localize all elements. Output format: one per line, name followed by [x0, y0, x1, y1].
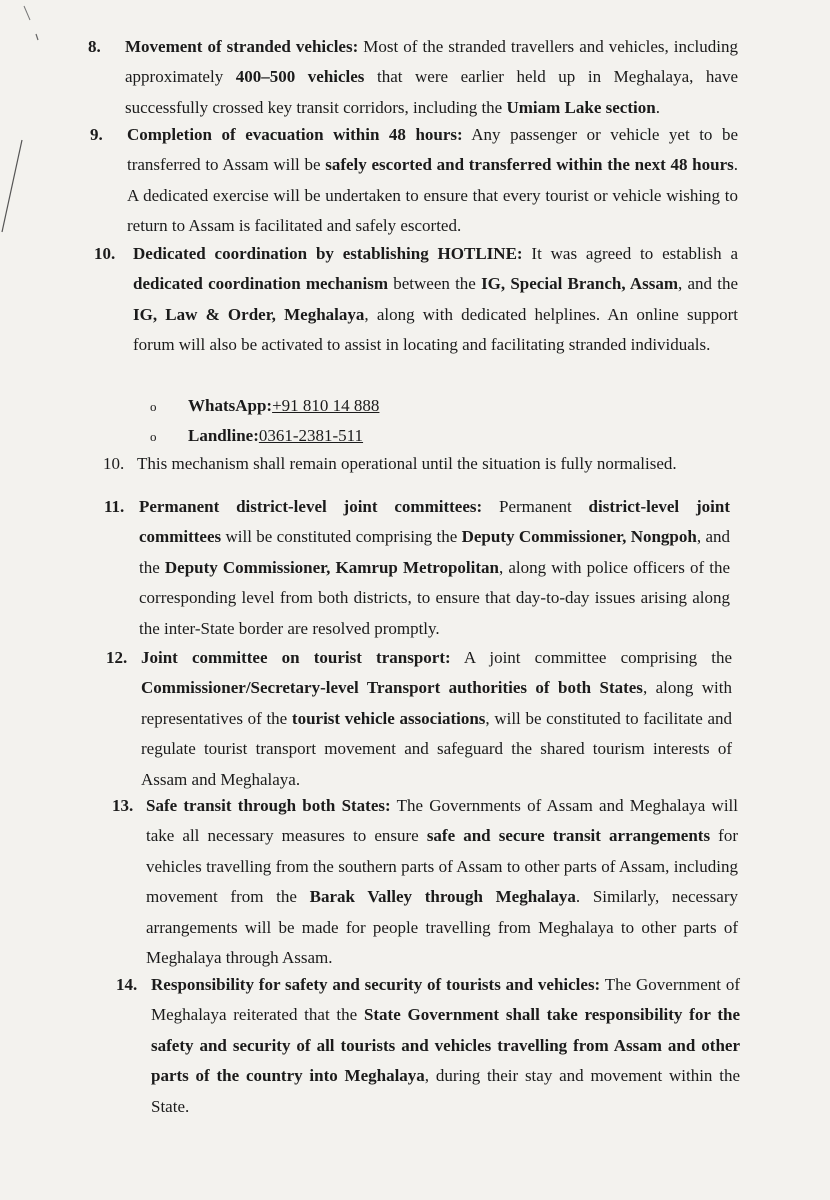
body-text: . [655, 97, 660, 117]
body-text: The Governments of Assam and Meghalaya will take all necessary measures to ensure [146, 796, 738, 846]
emphasis-text: safe and secure transit arrangements [426, 826, 711, 846]
list-item-10 [94, 239, 738, 361]
page-edge-mark [0, 0, 40, 240]
list-item-8 [88, 32, 738, 123]
item-heading: Permanent district-level joint committees: [139, 497, 483, 516]
item-number: 13. [112, 796, 134, 815]
body-text: Most of the stranded travellers and vehicles, including approximately [125, 37, 738, 87]
item-text [88, 32, 738, 123]
body-text: Permanent [482, 497, 589, 516]
item-heading: Safe transit through both States: [146, 796, 391, 815]
emphasis-text: Deputy Commissioner, Kamrup Metropolitan [164, 557, 499, 577]
item-heading: Dedicated coordination by establishing HOTLINE: [133, 244, 523, 263]
item-number: 14. [116, 975, 138, 994]
item-number: 10. [103, 454, 125, 473]
body-text: , will be constituted to facilitate and regulate tourist transport movement and safeguard the shared tourism interests of Assam and Meghalaya. [141, 708, 732, 789]
emphasis-text: dedicated coordination mechanism [133, 274, 389, 294]
item-body [146, 796, 738, 967]
item-heading: Movement of stranded vehicles: [125, 37, 359, 56]
bullet-icon: o [150, 399, 157, 414]
body-text: A joint committee comprising the [450, 648, 732, 667]
item-text [106, 643, 732, 795]
emphasis-text: safely escorted and transferred within the next 48 hours [325, 155, 734, 175]
list-item-14 [116, 970, 740, 1122]
body-text: , along with representatives of the [141, 678, 732, 728]
item-body [141, 648, 732, 789]
emphasis-text: State Government shall take responsibility for the safety and security of all tourists and vehicles travelling from Assam and other parts of the country into Meghalaya [151, 1005, 740, 1086]
body-text: . A dedicated exercise will be undertaken to ensure that every tourist or vehicle wishing to return to Assam is facilitated and safely escorted. [127, 155, 738, 236]
body-text: , and the [678, 274, 739, 294]
emphasis-text: IG, Law & Order, Meghalaya [133, 304, 365, 324]
body-text: It was agreed to establish a [522, 244, 738, 263]
body-text: that were earlier held up in Meghalaya, have successfully crossed key transit corridors, including the [125, 67, 739, 117]
mechanism-note-text: This mechanism shall remain operational until the situation is fully normalised. [137, 454, 677, 473]
landline-number-link[interactable]: 0361-2381-511 [258, 426, 364, 445]
body-text: for vehicles travelling from the southern parts of Assam to other parts of Assam, including movement from the [146, 826, 738, 907]
emphasis-text: district-level joint committees [139, 497, 730, 547]
item-number: 10. [94, 244, 116, 263]
item-number: 8. [88, 37, 101, 56]
list-item-11 [104, 492, 730, 644]
list-item-9 [90, 120, 738, 242]
item-text [116, 970, 740, 1122]
emphasis-text: IG, Special Branch, Assam [481, 274, 679, 294]
emphasis-text: Commissioner/Secretary-level Transport authorities of both States [141, 678, 643, 698]
item-number: 9. [90, 125, 103, 144]
list-item-13 [112, 791, 738, 973]
item-heading: Completion of evacuation within 48 hours: [127, 125, 463, 144]
body-text: , along with police officers of the corresponding level from both districts, to ensure that day-to-day issues arising along the inter-State border are resolved promptly. [139, 557, 730, 638]
item-body [151, 975, 740, 1116]
bullet-icon: o [150, 429, 157, 444]
whatsapp-label: WhatsApp: [188, 396, 273, 415]
emphasis-text: tourist vehicle associations [291, 708, 486, 728]
item-heading: Responsibility for safety and security of tourists and vehicles: [151, 975, 601, 994]
whatsapp-number-link[interactable]: +91 810 14 888 [272, 396, 380, 415]
item-heading: Joint committee on tourist transport: [141, 648, 451, 667]
emphasis-text: Umiam Lake section [506, 97, 656, 117]
item-text [104, 492, 730, 644]
body-text: between the [388, 274, 482, 294]
item-text [112, 791, 738, 973]
emphasis-text: 400–500 vehicles [235, 67, 365, 87]
item-text [94, 239, 738, 361]
landline-label: Landline: [188, 426, 259, 445]
body-text: , during their stay and movement within the State. [151, 1066, 740, 1116]
mechanism-note [103, 449, 743, 479]
item-number: 11. [104, 497, 125, 516]
body-text: Any passenger or vehicle yet to be transferred to Assam will be [127, 125, 738, 175]
item-text [90, 120, 738, 242]
item-body [139, 497, 730, 638]
body-text: , and the [139, 527, 730, 577]
emphasis-text: Deputy Commissioner, Nongpoh [461, 527, 697, 547]
body-text: . Similarly, necessary arrangements will be made for people travelling from Meghalaya to other parts of Meghalaya through Assam. [146, 887, 739, 968]
list-item-12 [106, 643, 732, 795]
body-text: , along with dedicated helplines. An online support forum will also be activated to assist in locating and facilitating stranded individuals. [133, 304, 739, 355]
body-text: will be constituted comprising the [221, 527, 462, 547]
item-number: 12. [106, 648, 128, 667]
emphasis-text: Barak Valley through Meghalaya [309, 887, 576, 907]
body-text: The Government of Meghalaya reiterated that the [151, 975, 741, 1025]
